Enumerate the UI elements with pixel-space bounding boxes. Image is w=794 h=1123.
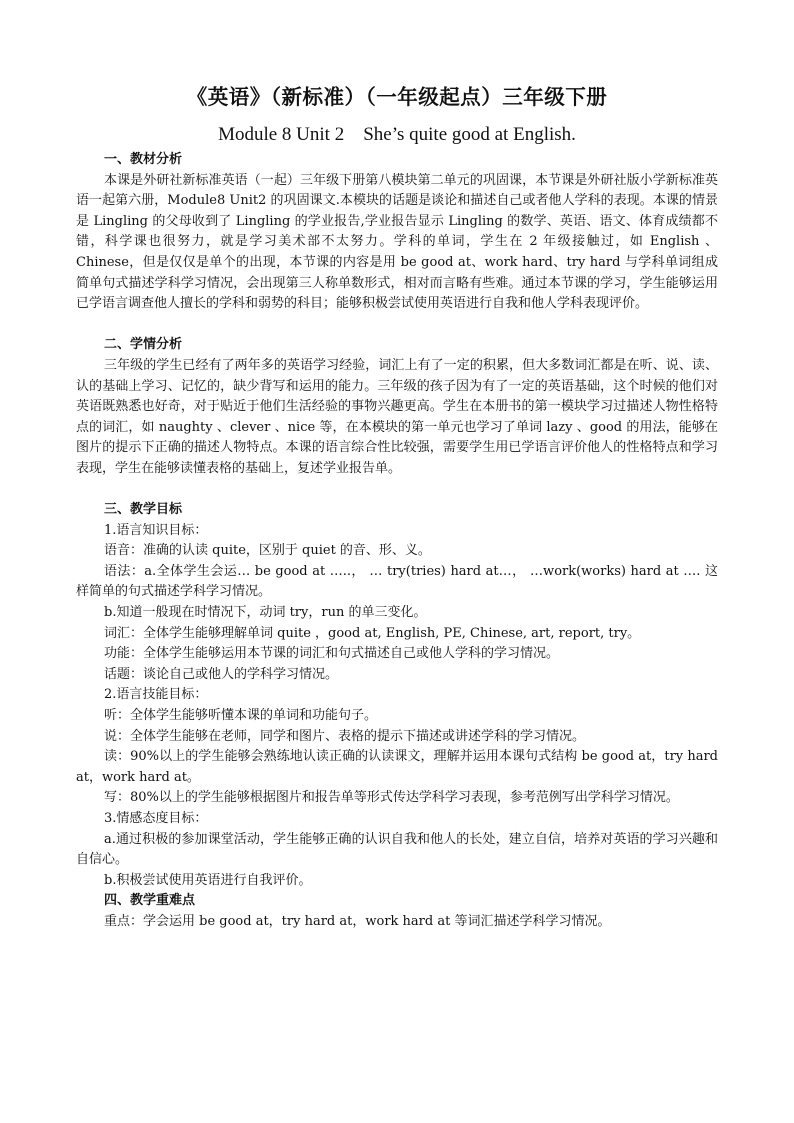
goal-reading: 读：90%以上的学生能够会熟练地认读正确的认读课文，理解并运用本课句式结构 be good at，try hard at，work hard at。: [76, 749, 718, 785]
section-heading-student-analysis: 二、学情分析: [104, 337, 183, 353]
key-point: 重点：学会运用 be good at，try hard at，work hard at 等词汇描述学科学习情况。: [104, 913, 611, 929]
section-heading-textbook-analysis: 一、教材分析: [104, 152, 183, 167]
document-page: [76, 82, 718, 933]
goal-grammar: 语法：a.全体学生会运… be good at …..， … try(tries) hard at…， …work(works) hard at …. 这样简单的句式描述学科学习情况。: [76, 563, 718, 600]
document-subtitle: Module 8 Unit 2 She’s quite good at English.: [218, 124, 576, 145]
goal-listening: 听：全体学生能够听懂本课的单词和功能句子。: [104, 708, 378, 724]
goal-emotional-b: b.积极尝试使用英语进行自我评价。: [104, 872, 312, 888]
goal-function: 功能：全体学生能够运用本节课的词汇和句式描述自己或他人学科的学习情况。: [104, 646, 560, 662]
goal-speaking: 说：全体学生能够在老师，同学和图片、表格的提示下描述或讲述学科的学习情况。: [104, 728, 586, 744]
goal-emotional-a: a.通过积极的参加课堂活动，学生能够正确的认识自我和他人的长处，建立自信，培养对英语的学习兴趣和自信心。: [76, 831, 718, 868]
goal-pronunciation: 语音：准确的认读 quite，区别于 quiet 的音、形、义。: [104, 543, 431, 559]
goal-topic: 话题：谈论自己或他人的学科学习情况。: [104, 666, 339, 682]
goal-language-knowledge: 1.语言知识目标：: [104, 522, 208, 538]
section-heading-teaching-goals: 三、教学目标: [104, 502, 183, 518]
section-paragraph-student-analysis: 三年级的学生已经有了两年多的英语学习经验，词汇上有了一定的积累，但大多数词汇都是在听、说、读、认的基础上学习、记忆的，缺少背写和运用的能力。三年级的孩子因为有了一定的英语基础，这个时候的他们对英语既熟悉也好奇，对于贴近于他们生活经验的事物兴趣更高。学生在本册书的第一模块学习过描述人物性格特点的词汇，如 naughty 、clever 、nice 等，在本模块的第一单元也学习了单词 lazy 、good 的用法，能够在图片的提示下正确的描述人物特点。本课的语言综合性比较强，需要学生用已学语言评价他人的性格特点和学习表现，学生在能够读懂表格的基础上，复述学业报告单。: [76, 357, 718, 476]
spacer: [76, 315, 718, 336]
section-heading-key-points: 四、教学重难点: [104, 893, 196, 909]
goal-emotional-attitude: 3.情感态度目标：: [104, 811, 208, 826]
goal-vocabulary: 词汇：全体学生能够理解单词 quite ，good at, English, PE, Chinese, art, report, try。: [104, 625, 641, 641]
goal-writing: 写：80%以上的学生能够根据图片和报告单等形式传达学科学习表现，参考范例写出学科学习情况。: [104, 790, 679, 806]
document-title: 《英语》（新标准）（一年级起点）三年级下册: [186, 85, 608, 109]
spacer: [76, 480, 718, 501]
goal-language-skills: 2.语言技能目标：: [104, 687, 208, 703]
goal-grammar-b: b.知道一般现在时情况下，动词 try，run 的单三变化。: [104, 605, 427, 621]
section-paragraph-textbook-analysis: 本课是外研社新标准英语（一起）三年级下册第八模块第二单元的巩固课，本节课是外研社版小学新标准英语一起第六册，Module8 Unit2 的巩固课文.本模块的话题是谈论和描述自己或者他人学科的表现。本课的情景是 Lingling 的父母收到了 Lingling 的学业报告,学业报告显示 Lingling 的数学、英语、语文、体育成绩都不错，科学课也很努力，就是学习美术部不太努力。学科的单词，学生在 2 年级接触过，如 English 、 Chinese，但是仅仅是单个的出现，本节课的内容是用 be good at、work hard、try hard 与学科单词组成简单句式描述学科学习情况，会出现第三人称单数形式，相对而言略有些难。通过本节课的学习，学生能够运用已学语言调查他人擅长的学科和弱势的科目；能够积极尝试使用英语进行自我和他人学科表现评价。: [76, 172, 718, 312]
